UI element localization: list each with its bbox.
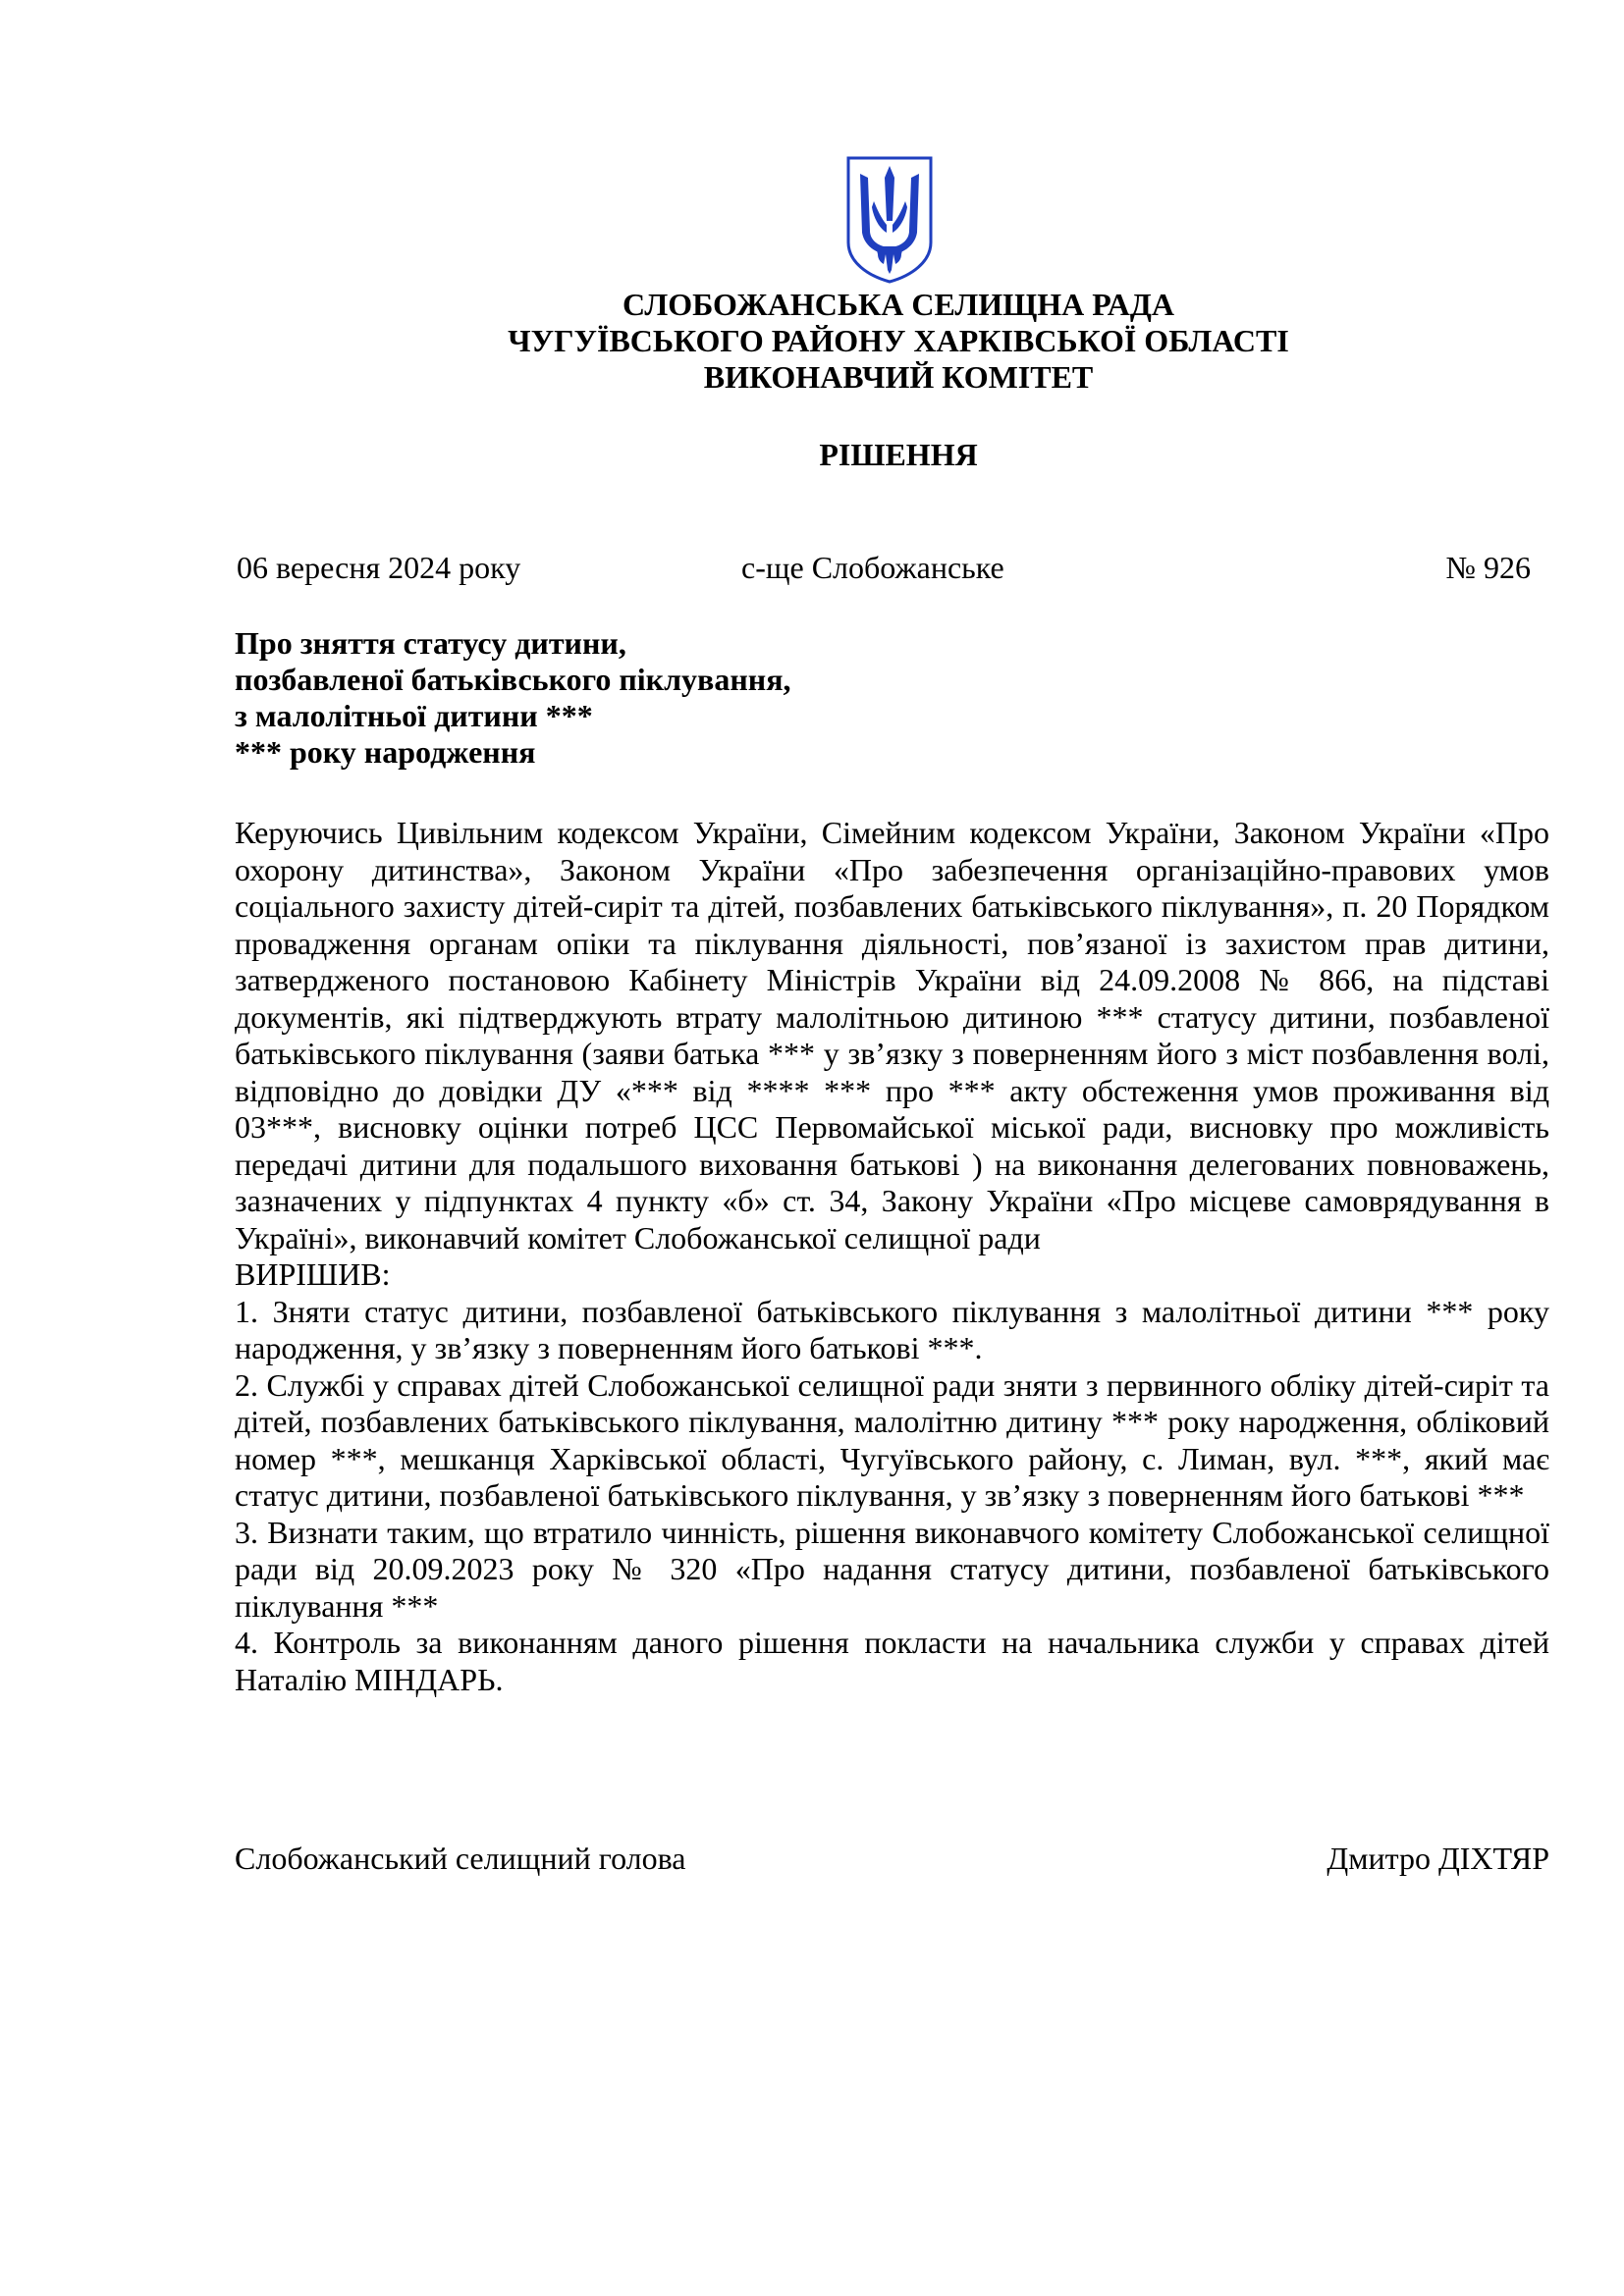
decision-item-4: 4. Контроль за виконанням даного рішення покласти на начальника служби у справах дітей Наталію МІНДАРЬ. <box>235 1625 1549 1697</box>
decision-item-3: 3. Визнати таким, що втратило чинність, рішення виконавчого комітету Слобожанської селищної ради від 20.09.2023 року № 320 «Про надання статусу дитини, позбавленої батьківського піклування *** <box>235 1514 1549 1624</box>
body-preamble: Керуючись Цивільним кодексом України, Сімейним кодексом України, Законом України «Про охорону дитинства», Законом України «Про забезпечення організаційно-правових умов соціального захисту дітей-сиріт та дітей, позбавлених батьківського піклування», п. 20 Порядком провадження органам опіки та піклування діяльності, пов’язаної із захистом прав дитини, затвердженого постановою Кабінету Міністрів України від 24.09.2008 № 866, на підставі документів, які підтверджують втрату малолітньою дитиною *** статусу дитини, позбавленої батьківського піклування (заяви батька *** у зв’язку з поверненням його з міст позбавлення волі, відповідно до довідки ДУ «*** від **** *** про *** акту обстеження умов проживання від 03***, висновку оцінки потреб ЦСС Первомайської міської ради, висновку про можливість передачі дитини для подальшого виховання батькові ) на виконання делегованих повноважень, зазначених у підпунктах 4 пункту «б» ст. 34, Закону України «Про місцеве самоврядування в Україні», виконавчий комітет Слобожанської селищної ради <box>235 815 1549 1255</box>
subject-line: позбавленої батьківського піклування, <box>235 662 791 697</box>
document-number: № 926 <box>1445 550 1531 585</box>
document-header <box>0 287 1624 396</box>
header-district-name: ЧУГУЇВСЬКОГО РАЙОНУ ХАРКІВСЬКОЇ ОБЛАСТІ <box>508 323 1289 358</box>
document-date: 06 вересня 2024 року <box>237 550 521 585</box>
subject-line: Про зняття статусу дитини, <box>235 625 626 661</box>
decision-item-1: 1. Зняти статус дитини, позбавленої батьківського піклування з малолітньої дитини *** року народження, у зв’язку з поверненням його батькові ***. <box>235 1293 1549 1365</box>
document-type-title: РІШЕННЯ <box>819 437 978 472</box>
subject-line: з малолітньої дитини *** <box>235 698 593 733</box>
document-subject <box>235 625 1020 771</box>
header-committee-name: ВИКОНАВЧИЙ КОМІТЕТ <box>703 359 1094 395</box>
signatory-role: Слобожанський селищний голова <box>235 1841 686 1876</box>
coat-of-arms-trident-icon <box>842 152 937 286</box>
document-meta-row <box>237 550 1531 586</box>
subject-line: *** року народження <box>235 734 536 770</box>
body-decided-heading: ВИРІШИВ: <box>235 1256 391 1292</box>
decision-item-2: 2. Службі у справах дітей Слобожанської селищної ради зняти з первинного обліку дітей-сиріт та дітей, позбавлених батьківського піклування, малолітню дитину *** року народження, обліковий номер ***, мешканця Харківської області, Чугуївського району, с. Лиман, вул. ***, який має статус дитини, позбавленої батьківського піклування, у зв’язку з поверненням його батькові *** <box>235 1366 1549 1513</box>
header-council-name: СЛОБОЖАНСЬКА СЕЛИЩНА РАДА <box>623 287 1174 322</box>
document-body <box>235 815 1549 1698</box>
signatory-name: Дмитро ДІХТЯР <box>1326 1841 1549 1876</box>
document-place: с-ще Слобожанське <box>741 550 1004 585</box>
signature-block <box>235 1841 1549 1877</box>
